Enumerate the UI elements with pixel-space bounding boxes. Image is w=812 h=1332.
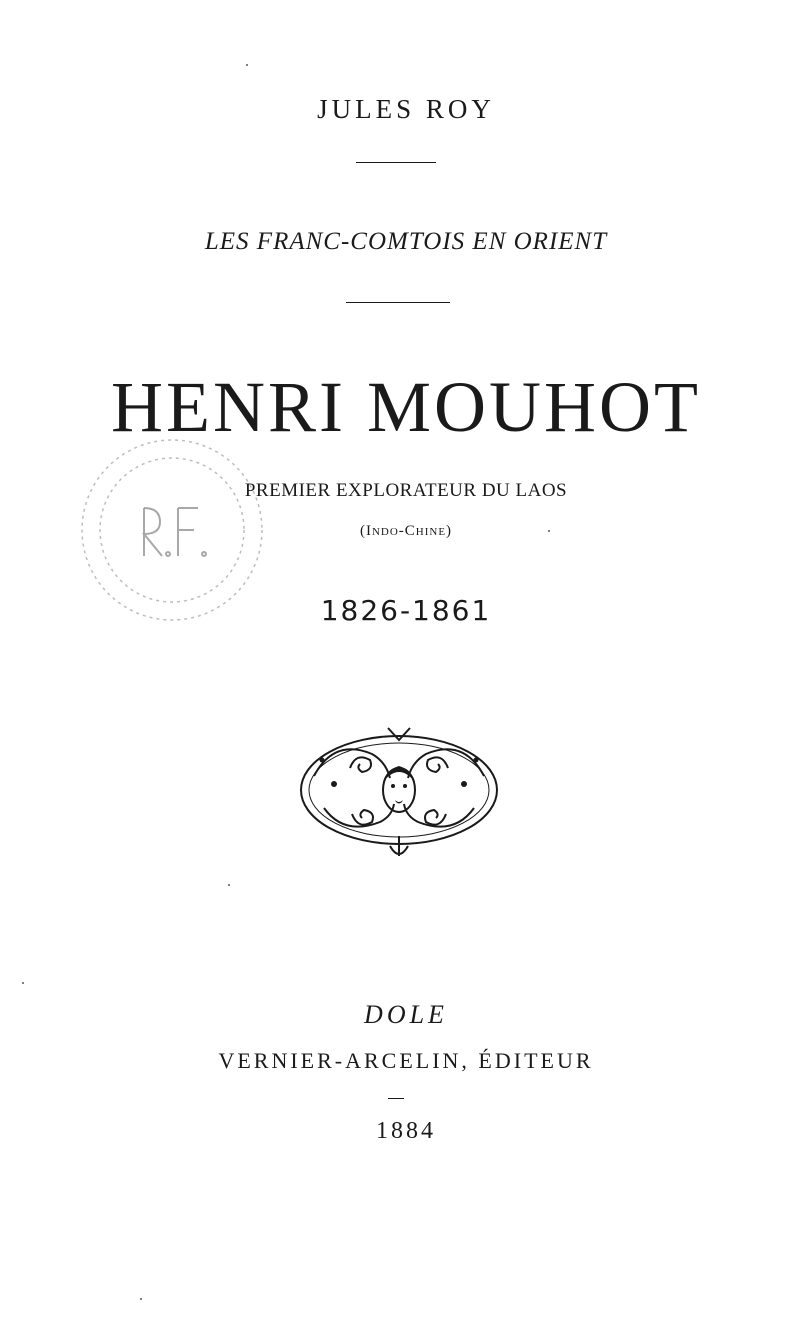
divider-rule [346,302,450,303]
publication-city: DOLE [364,1000,448,1029]
speck [22,982,24,984]
ornament-vignette-icon [294,718,504,862]
subtitle: PREMIER EXPLORATEUR DU LAOS [244,480,568,501]
speck [140,1298,142,1300]
series-title: LES FRANC-COMTOIS EN ORIENT [204,228,608,255]
speck [228,884,230,886]
region-text: (Indo-Chine) [359,523,453,539]
author-name: JULES ROY [317,94,495,124]
divider-rule [356,162,436,163]
publisher: VERNIER-ARCELIN, ÉDITEUR [218,1048,594,1073]
speck [246,64,248,66]
publication-year: 1884 [376,1118,436,1144]
divider-dash [388,1098,404,1099]
book-title: HENRI MOUHOT [111,367,701,447]
speck [548,530,550,532]
life-dates: 1826-1861 [320,594,492,627]
region-note [0,523,812,540]
